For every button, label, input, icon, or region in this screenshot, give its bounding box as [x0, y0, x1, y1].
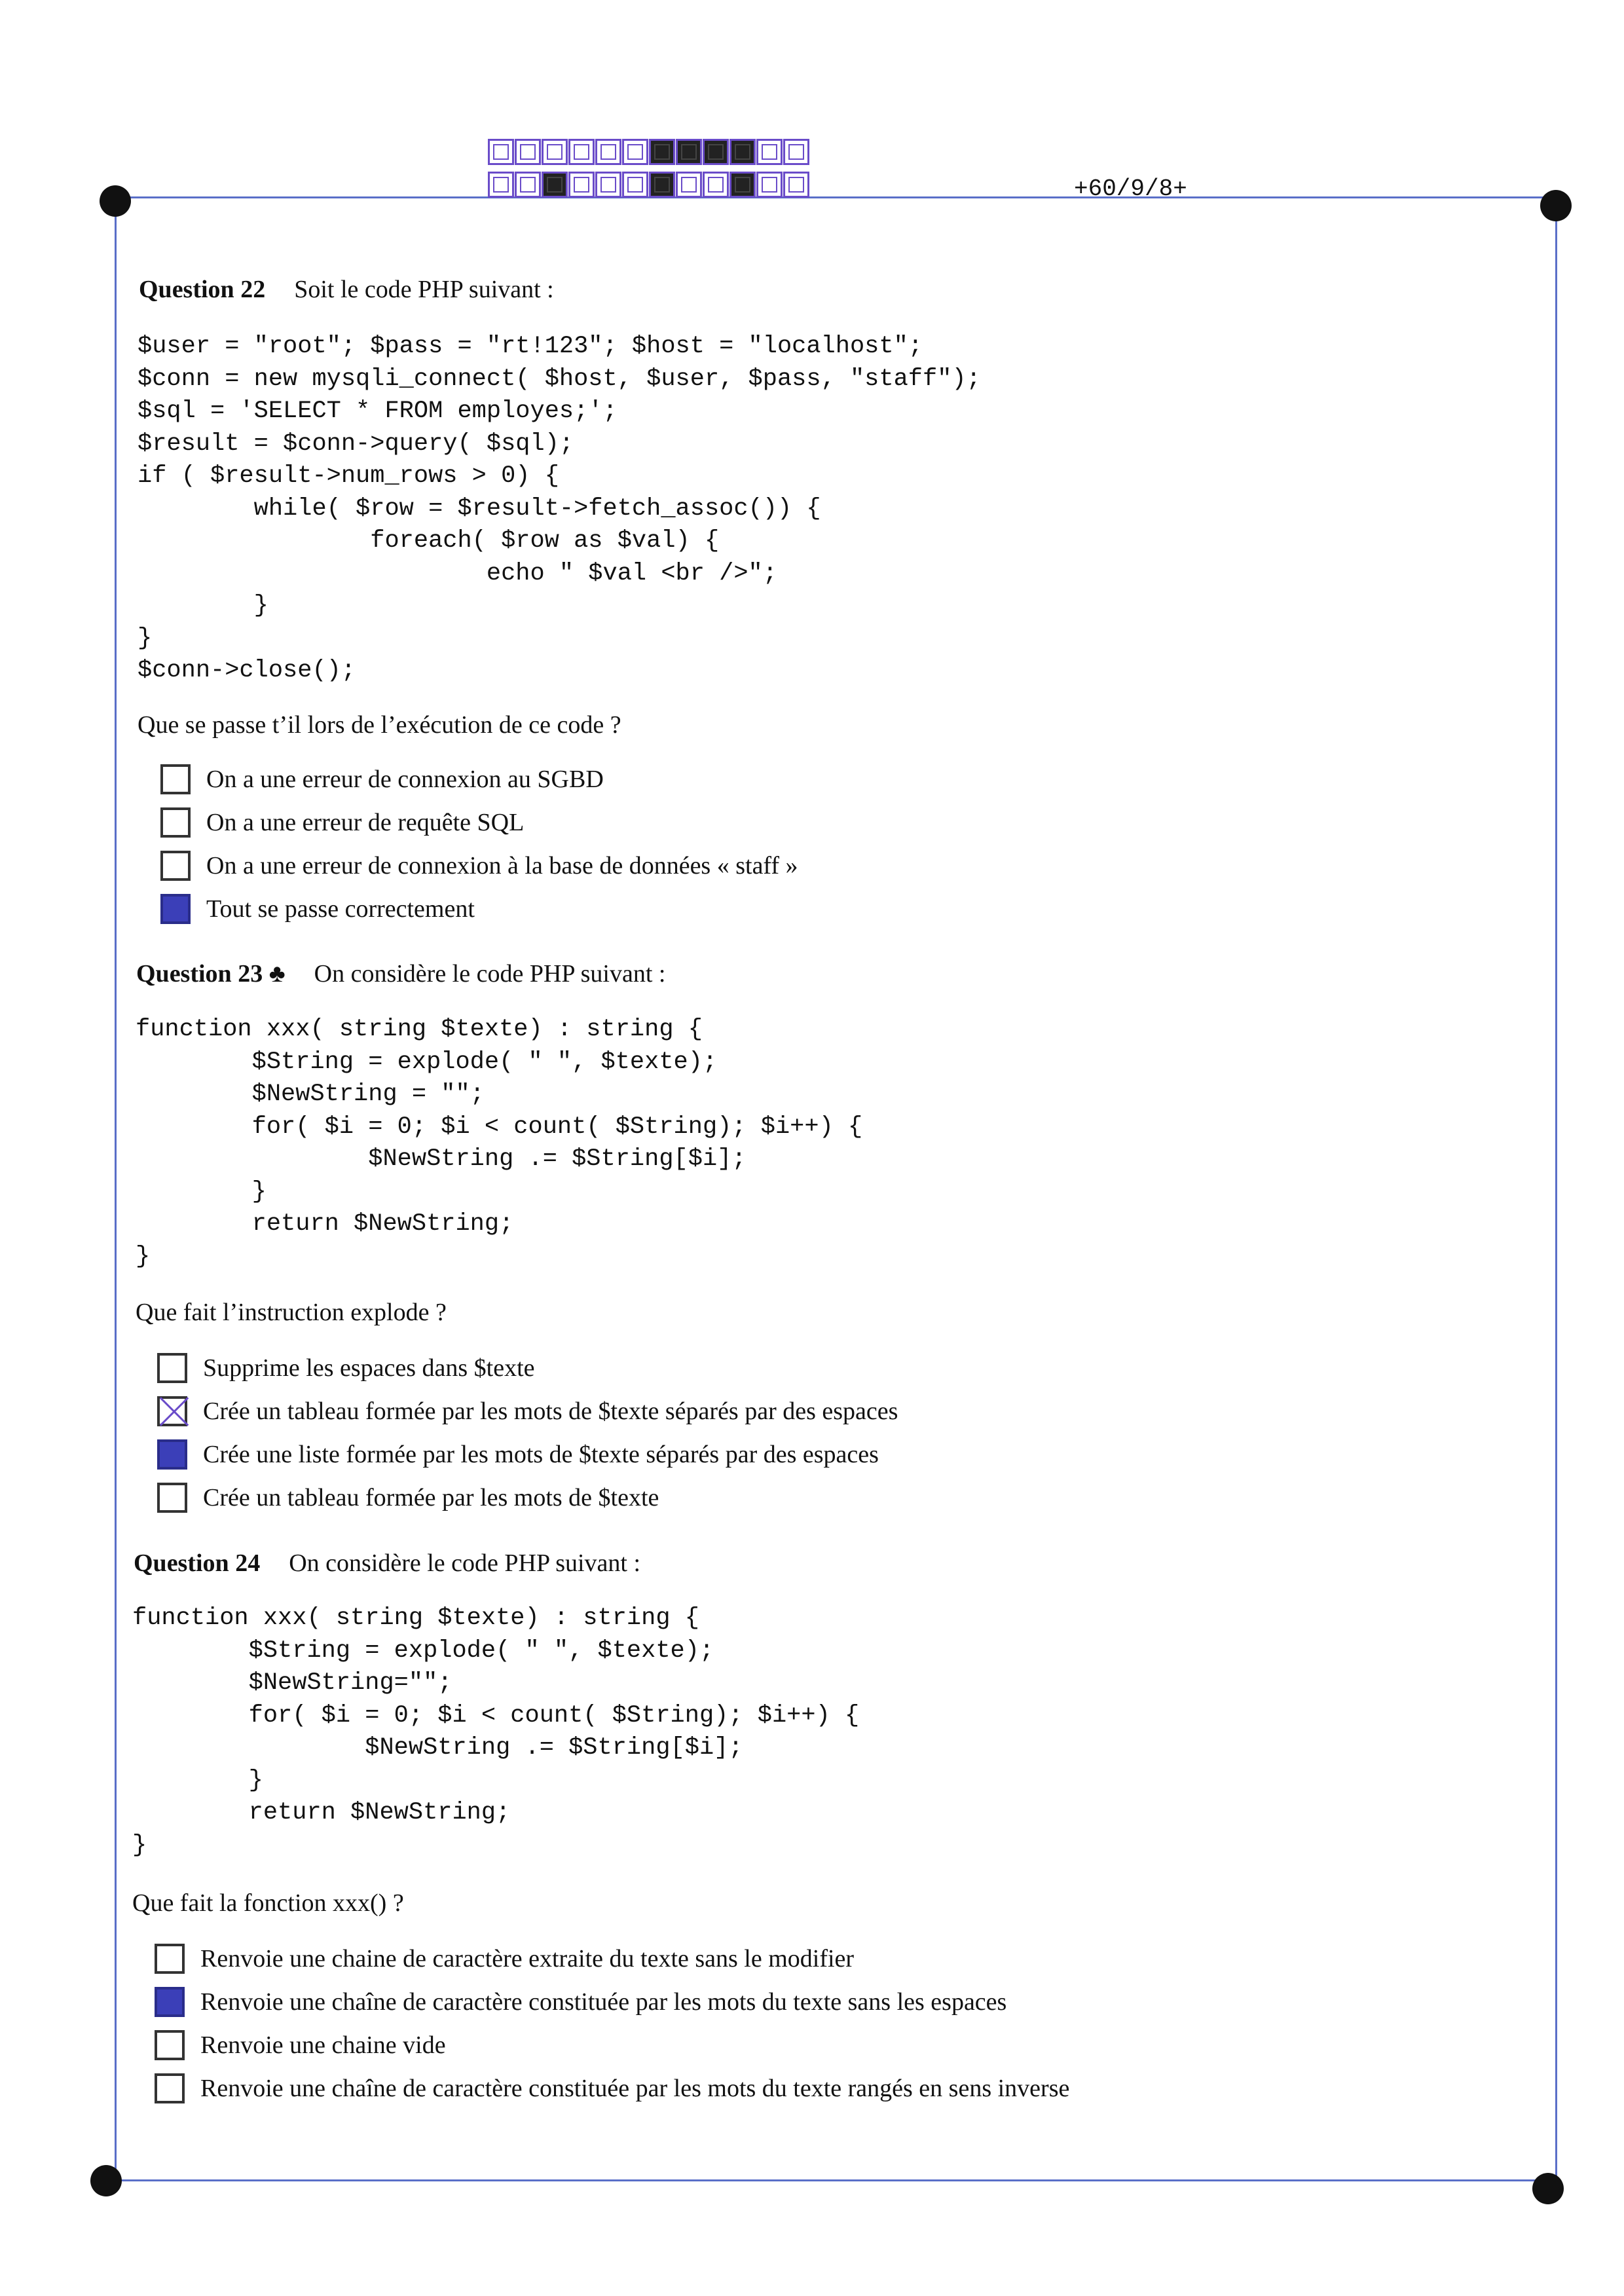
code-block: function xxx( string $texte) : string { $String = explode( " ", $texte); $NewString=""; for( $i = 0; $i < count( $String); $i++) { $NewString .= $String[$i]; } return $NewString; } — [132, 1604, 860, 1859]
question-intro: Soit le code PHP suivant : — [294, 276, 554, 303]
frame-right-line — [1555, 200, 1557, 2181]
barcode-cell — [542, 139, 568, 165]
answer-label: On a une erreur de connexion au SGBD — [206, 766, 604, 793]
barcode-cell — [729, 139, 756, 165]
answer-checkbox[interactable] — [155, 2030, 185, 2060]
answer-option[interactable] — [157, 1353, 535, 1383]
question-24-header — [134, 1549, 640, 1578]
barcode-cell — [783, 139, 809, 165]
corner-marker-bottom-left — [90, 2165, 122, 2196]
answer-label: Supprime les espaces dans $texte — [203, 1354, 535, 1382]
barcode-bottom — [488, 172, 810, 198]
answer-label: On a une erreur de requête SQL — [206, 809, 525, 836]
answer-option[interactable] — [157, 1439, 879, 1470]
barcode-cell — [515, 139, 541, 165]
barcode-cell — [756, 172, 783, 198]
answer-checkbox-filled[interactable] — [160, 894, 191, 924]
answer-label: Crée un tableau formée par les mots de $texte — [203, 1484, 659, 1511]
answer-checkbox[interactable] — [157, 1353, 187, 1383]
barcode-cell — [703, 172, 729, 198]
barcode-cell — [515, 172, 541, 198]
barcode-cell — [729, 172, 756, 198]
question-label: Question 23 ♣ — [136, 960, 286, 988]
answer-checkbox[interactable] — [160, 851, 191, 881]
corner-marker-bottom-right — [1532, 2173, 1564, 2204]
barcode-cell — [568, 139, 595, 165]
barcode-cell — [568, 172, 595, 198]
corner-marker-top-left — [100, 185, 131, 217]
barcode-cell — [649, 172, 675, 198]
answer-checkbox[interactable] — [160, 764, 191, 794]
barcode-cell — [622, 139, 648, 165]
barcode-cell — [542, 172, 568, 198]
answer-checkbox[interactable] — [160, 807, 191, 838]
answer-option[interactable] — [160, 764, 604, 794]
answer-checkbox[interactable] — [155, 1944, 185, 1974]
question-22-header — [139, 275, 554, 304]
barcode-cell — [783, 172, 809, 198]
barcode-cell — [756, 139, 783, 165]
question-intro: On considère le code PHP suivant : — [314, 960, 666, 988]
frame-bottom-line — [105, 2179, 1555, 2181]
answer-label: Tout se passe correctement — [206, 895, 475, 923]
barcode-top — [488, 139, 810, 165]
question-23-header — [136, 959, 665, 988]
question-intro: On considère le code PHP suivant : — [289, 1549, 641, 1577]
answer-label: Crée un tableau formée par les mots de $texte séparés par des espaces — [203, 1398, 898, 1425]
frame-left-line — [115, 196, 117, 2181]
frame-top-line — [115, 196, 1562, 198]
answer-option[interactable] — [160, 894, 475, 924]
code-block: $user = "root"; $pass = "rt!123"; $host = "localhost"; $conn = new mysqli_connect( $host, $user, $pass, "staff"); $sql = 'SELECT * FROM employes;'; $result = $conn->query( $sql); if ( $result->num_rows > 0) { while( $row = $result->fetch_assoc()) { foreach( $row as $val) { echo " $val <br />"; } } $conn->close(); — [138, 333, 981, 684]
answer-option[interactable] — [157, 1396, 898, 1426]
barcode-cell — [676, 172, 702, 198]
question-label: Question 24 — [134, 1549, 261, 1577]
answer-checkbox-filled[interactable] — [157, 1439, 187, 1470]
answer-option[interactable] — [160, 851, 798, 881]
corner-marker-top-right — [1540, 190, 1572, 221]
answer-label: Crée une liste formée par les mots de $texte séparés par des espaces — [203, 1441, 879, 1468]
barcode-cell — [488, 172, 514, 198]
answer-label: Renvoie une chaine vide — [200, 2031, 446, 2059]
answer-option[interactable] — [157, 1483, 659, 1513]
answer-label: Renvoie une chaine de caractère extraite du texte sans le modifier — [200, 1945, 855, 1972]
answer-option[interactable] — [155, 2073, 1069, 2103]
barcode-cell — [488, 139, 514, 165]
barcode-cell — [703, 139, 729, 165]
question-prompt: Que fait l’instruction explode ? — [136, 1299, 447, 1326]
barcode-cell — [595, 139, 621, 165]
barcode-cell — [676, 139, 702, 165]
answer-checkbox[interactable] — [157, 1483, 187, 1513]
page-id: +60/9/8+ — [1074, 176, 1187, 202]
answer-option[interactable] — [155, 1987, 1006, 2017]
answer-option[interactable] — [160, 807, 524, 838]
answer-checkbox-crossed[interactable] — [157, 1396, 187, 1426]
code-block: function xxx( string $texte) : string { $String = explode( " ", $texte); $NewString = ""; for( $i = 0; $i < count( $String); $i++) { $NewString .= $String[$i]; } return $NewString; } — [136, 1016, 863, 1270]
question-prompt: Que fait la fonction xxx() ? — [132, 1889, 404, 1917]
question-prompt: Que se passe t’il lors de l’exécution de ce code ? — [138, 711, 621, 739]
answer-option[interactable] — [155, 1944, 854, 1974]
answer-checkbox[interactable] — [155, 2073, 185, 2103]
barcode-cell — [649, 139, 675, 165]
answer-checkbox-filled[interactable] — [155, 1987, 185, 2017]
answer-option[interactable] — [155, 2030, 446, 2060]
answer-label: Renvoie une chaîne de caractère constituée par les mots du texte rangés en sens inverse — [200, 2075, 1070, 2102]
barcode-cell — [622, 172, 648, 198]
barcode-cell — [595, 172, 621, 198]
answer-label: On a une erreur de connexion à la base de données « staff » — [206, 852, 798, 880]
question-label: Question 22 — [139, 276, 266, 303]
answer-label: Renvoie une chaîne de caractère constituée par les mots du texte sans les espaces — [200, 1988, 1007, 2016]
